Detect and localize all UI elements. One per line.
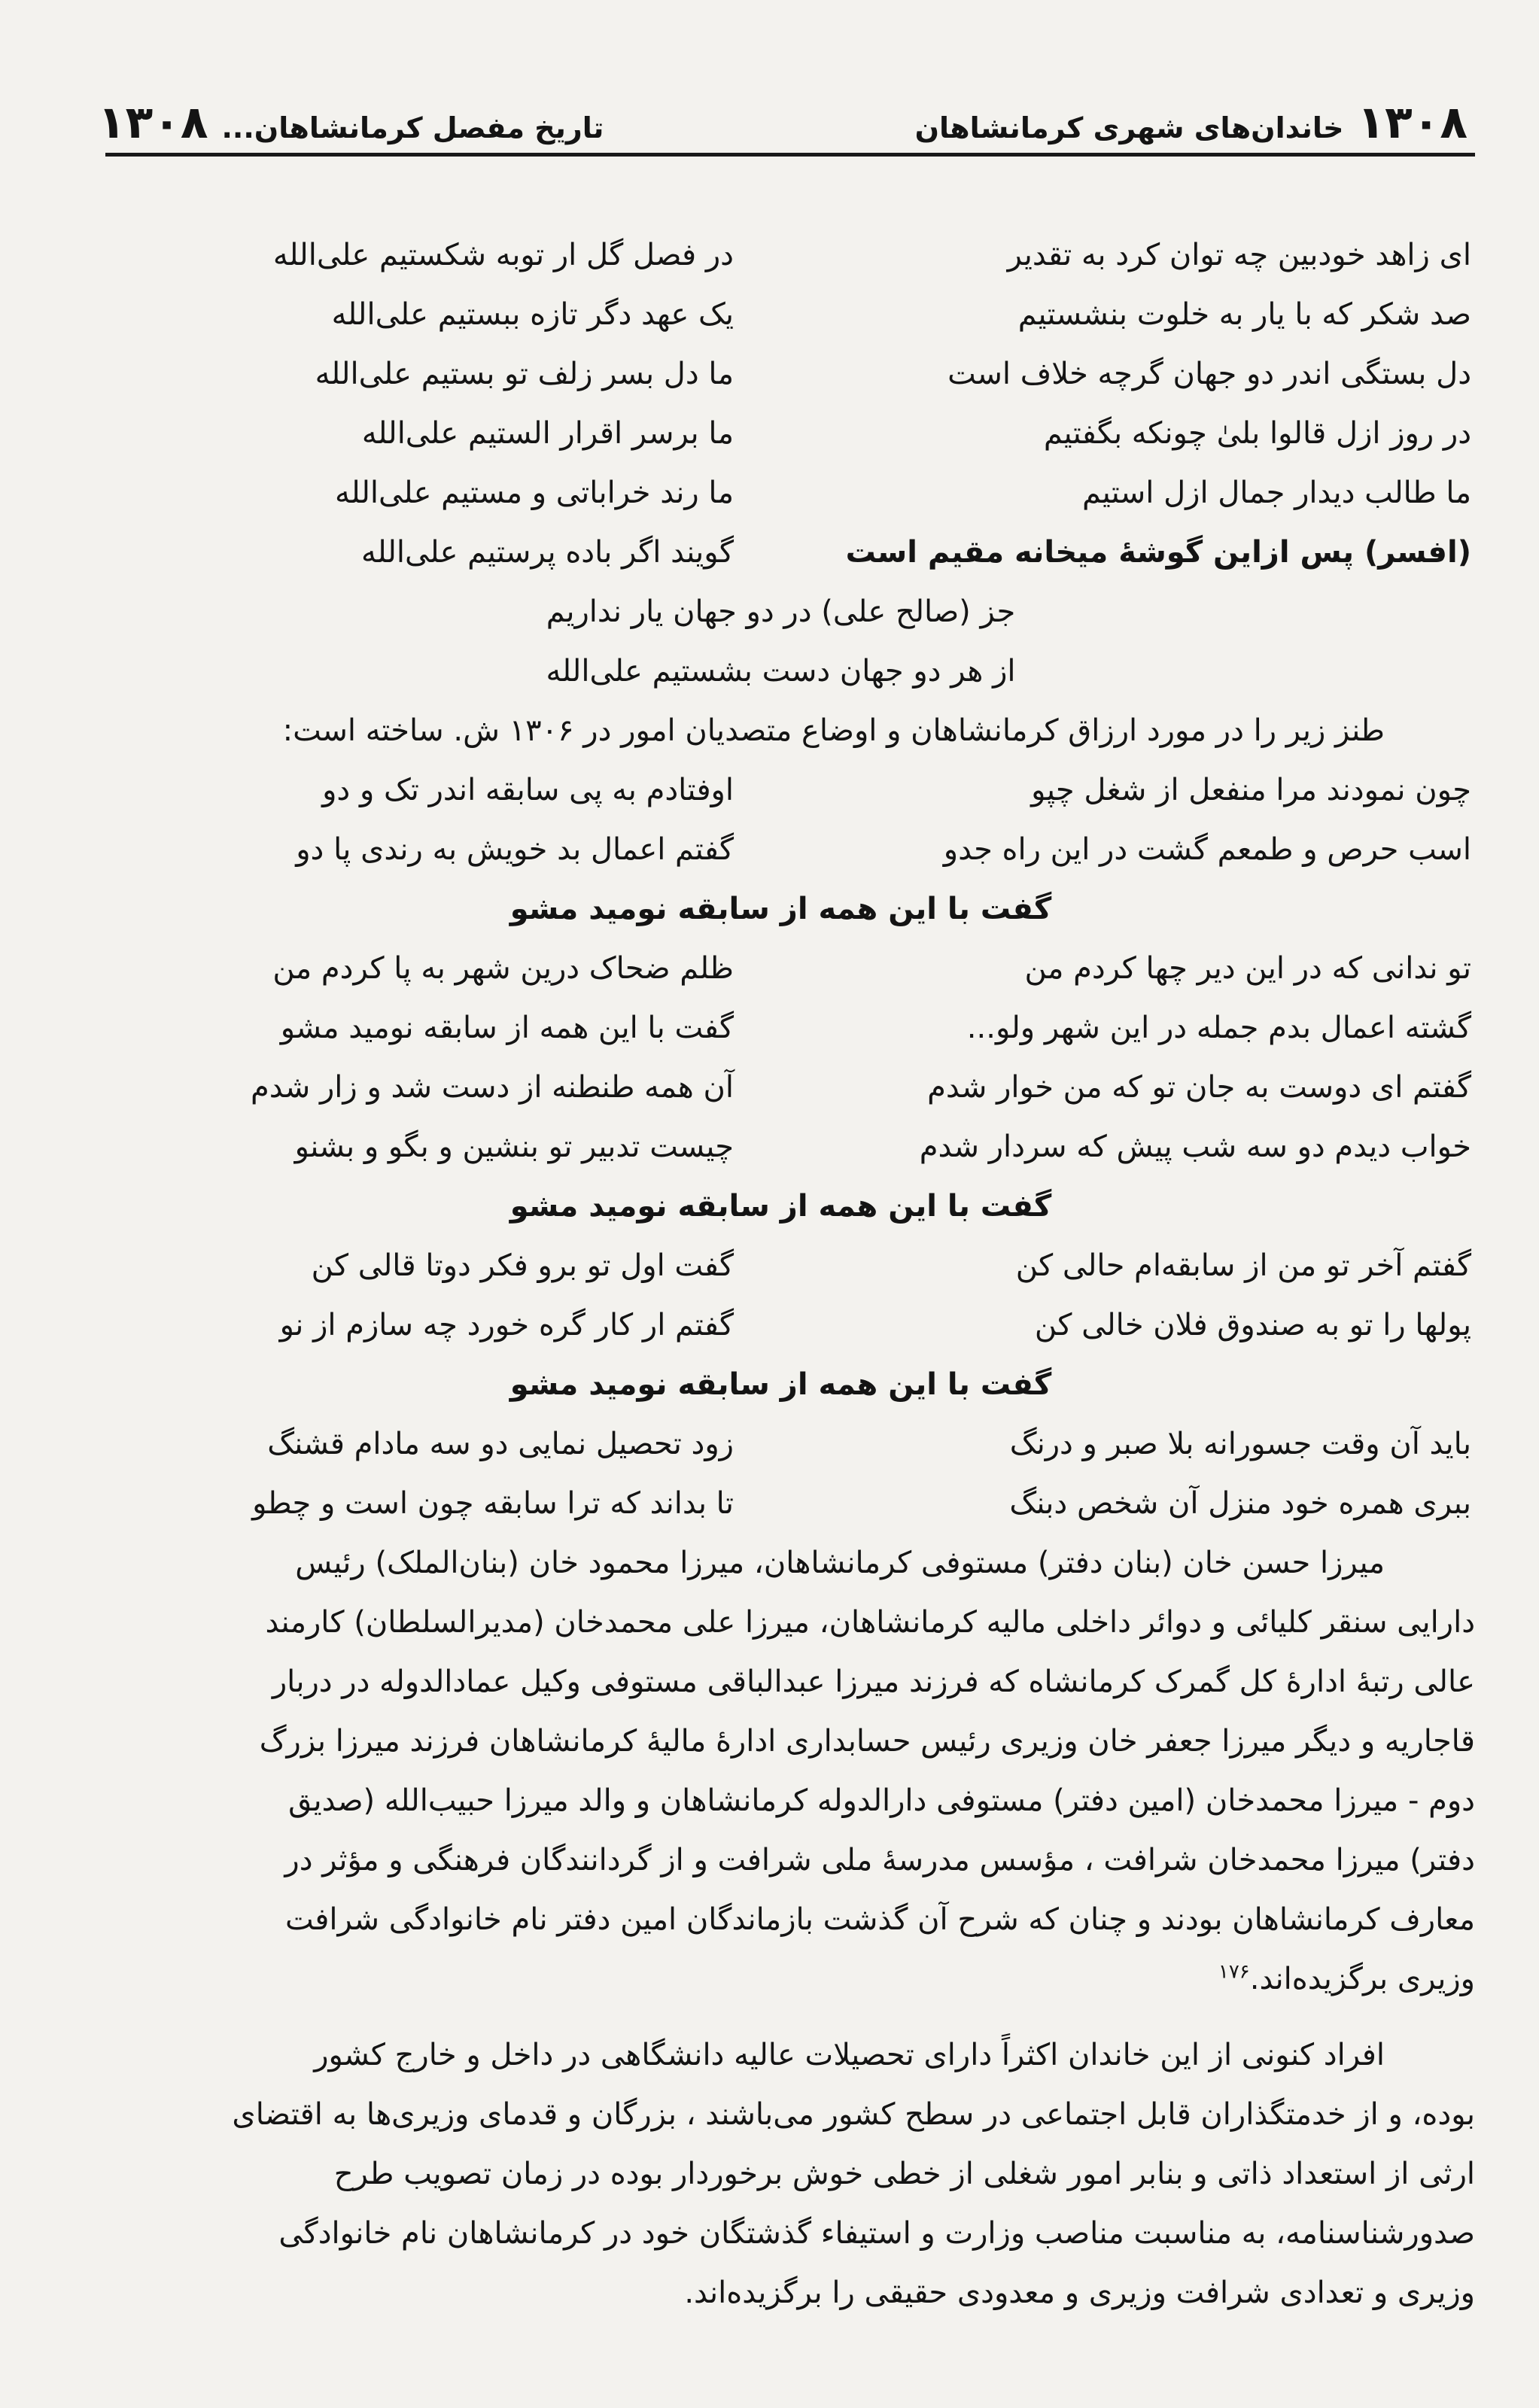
hemistich-second: تا بداند که ترا سابقه چون است و چطو <box>252 1486 734 1521</box>
hemistich-second: ظلم ضحاک درین شهر به پا کردم من <box>272 951 734 986</box>
hemistich-second: زود تحصیل نمایی دو سه مادام قشنگ <box>267 1427 734 1461</box>
couplet <box>87 761 1475 820</box>
refrain-line: گفت با این همه از سابقه نومید مشو <box>509 1367 1052 1402</box>
header-rule <box>105 153 1475 157</box>
couplet <box>87 1296 1475 1355</box>
couplet <box>87 939 1475 999</box>
hemistich-first: باید آن وقت جسورانه بلا صبر و درنگ <box>1009 1427 1471 1461</box>
couplet <box>87 1474 1475 1534</box>
prose-line: افراد کنونی از این خاندان اکثراً دارای تحصیلات عالیه دانشگاهی در داخل و خارج کشور <box>314 2038 1385 2072</box>
hemistich-second: گفت با این همه از سابقه نومید مشو <box>280 1011 734 1045</box>
hemistich-second: ما دل بسر زلف تو بستیم علی‌الله <box>315 357 734 391</box>
hemistich-first: خواب دیدم دو سه شب پیش که سردار شدم <box>919 1130 1471 1164</box>
hemistich-second: گفتم ار کار گره خورد چه سازم از نو <box>279 1308 734 1342</box>
hemistich-second: گفت اول تو برو فکر دوتا قالی کن <box>311 1248 734 1283</box>
closing-line: از هر دو جهان دست بشستیم علی‌الله <box>546 654 1016 689</box>
header-left <box>98 96 604 149</box>
couplet <box>87 285 1475 345</box>
poem-satire <box>87 761 1475 1534</box>
prose-line: قاجاریه و دیگر میرزا جعفر خان وزیری رئیس حسابداری ادارهٔ مالیهٔ کرمانشاهان فرزند میرزا بزرگ <box>259 1724 1475 1759</box>
hemistich-first: در روز ازل قالوا بلیٰ چونکه بگفتیم <box>1043 416 1471 451</box>
couplet <box>87 523 1475 582</box>
hemistich-first: ببری همره خود منزل آن شخص دبنگ <box>1009 1486 1471 1521</box>
couplet <box>87 464 1475 523</box>
prose-line: عالی رتبهٔ ادارهٔ کل گمرک کرمانشاه که فرزند میرزا عبدالباقی مستوفی وکیل عمادالدوله در دربار <box>272 1665 1475 1699</box>
couplet <box>87 1117 1475 1177</box>
poem-ghazal <box>87 226 1475 701</box>
prose-line: دفتر) میرزا محمدخان شرافت ، مؤسس مدرسهٔ ملی شرافت و از گردانندگان فرهنگی و مؤثر در <box>284 1843 1475 1877</box>
hemistich-first: اسب حرص و طمعم گشت در این راه جدو <box>943 832 1471 867</box>
header-right <box>915 96 1468 149</box>
prose-line: دوم - میرزا محمدخان (امین دفتر) مستوفی دارالدوله کرمانشاهان و والد میرزا حبیب‌الله (صدیق <box>288 1783 1475 1818</box>
satire-intro: طنز زیر را در مورد ارزاق کرمانشاهان و اوضاع متصدیان امور در ۱۳۰۶ ش. ساخته است: <box>282 713 1385 748</box>
hemistich-first: صد شکر که با یار به خلوت بنشستیم <box>1017 297 1471 332</box>
page-number: ۱۳۰۸ <box>1357 96 1468 149</box>
prose-paragraph-family <box>87 1534 1475 2009</box>
hemistich-first: چون نمودند مرا منفعل از شغل چپو <box>1031 773 1471 807</box>
couplet <box>87 404 1475 464</box>
footnote-marker: ۱۷۶ <box>1218 1960 1250 1984</box>
couplet <box>87 1058 1475 1117</box>
prose-line: صدورشناسنامه، به مناسبت مناصب وزارت و استیفاء گذشتگان خود در کرمانشاهان نام خانوادگی <box>278 2216 1475 2251</box>
refrain-line: گفت با این همه از سابقه نومید مشو <box>509 1189 1052 1224</box>
prose-line: وزیری و تعدادی شرافت وزیری و معدودی حقیقی را برگزیده‌اند. <box>684 2276 1475 2310</box>
paragraph-gap <box>87 2009 1475 2026</box>
prose-line: میرزا حسن خان (بنان دفتر) مستوفی کرمانشاهان، میرزا محمود خان (بنان‌الملک) رئیس <box>295 1546 1385 1580</box>
couplet <box>87 820 1475 880</box>
book-title: تاریخ مفصل کرمانشاهان... <box>221 111 604 144</box>
refrain-line: گفت با این همه از سابقه نومید مشو <box>509 892 1052 926</box>
hemistich-first: گفتم ای دوست به جان تو که من خوار شدم <box>927 1070 1471 1105</box>
hemistich-second: گویند اگر باده پرستیم علی‌الله <box>361 535 734 570</box>
hemistich-second: اوفتادم به پی سابقه اندر تک و دو <box>322 773 734 807</box>
hemistich-second: گفتم اعمال بد خویش به رندی پا دو <box>296 832 734 867</box>
prose-paragraph-current <box>87 2026 1475 2323</box>
prose-line-text: وزیری برگزیده‌اند. <box>1249 1962 1475 1996</box>
hemistich-second: آن همه طنطنه از دست شد و زار شدم <box>251 1070 734 1105</box>
hemistich-first: گشته اعمال بدم جمله در این شهر ولو... <box>966 1011 1471 1045</box>
hemistich-second: یک عهد دگر تازه ببستیم علی‌الله <box>331 297 734 332</box>
hemistich-first: (افسر) پس ازاین گوشهٔ میخانه مقیم است <box>845 535 1471 570</box>
couplet <box>87 1415 1475 1474</box>
prose-line: معارف کرمانشاهان بودند و چنان که شرح آن گذشت بازماندگان امین دفتر نام خانوادگی شرافت <box>284 1902 1475 1937</box>
hemistich-second: ما رند خراباتی و مستیم علی‌الله <box>335 476 734 510</box>
closing-line: جز (صالح علی) در دو جهان یار نداریم <box>546 594 1016 629</box>
page-number-left: ۱۳۰۸ <box>98 96 208 149</box>
prose-line-last <box>87 1950 1475 2009</box>
hemistich-second: در فصل گل ار توبه شکستیم علی‌الله <box>272 238 734 272</box>
hemistich-first: ای زاهد خودبین چه توان کرد به تقدیر <box>1007 238 1471 272</box>
couplet <box>87 999 1475 1058</box>
couplet <box>87 345 1475 404</box>
prose-line: ارثی از استعداد ذاتی و بنابر امور شغلی از خطی خوش برخوردار بوده در زمان تصویب طرح <box>333 2157 1475 2191</box>
hemistich-first: تو ندانی که در این دیر چها کردم من <box>1024 951 1471 986</box>
hemistich-first: ما طالب دیدار جمال ازل استیم <box>1081 476 1471 510</box>
hemistich-first: پولها را تو به صندوق فلان خالی کن <box>1034 1308 1471 1342</box>
page-content <box>87 226 1475 2323</box>
hemistich-second: ما برسر اقرار الستیم علی‌الله <box>361 416 734 451</box>
hemistich-second: چیست تدبیر تو بنشین و بگو و بشنو <box>294 1130 734 1164</box>
couplet <box>87 1236 1475 1296</box>
prose-line: دارایی سنقر کلیائی و دوائر داخلی مالیه کرمانشاهان، میرزا علی محمدخان (مدیرالسلطان) کارمند <box>265 1605 1475 1640</box>
hemistich-first: گفتم آخر تو من از سابقه‌ام حالی کن <box>1015 1248 1471 1283</box>
hemistich-first: دل بستگی اندر دو جهان گرچه خلاف است <box>947 357 1471 391</box>
running-header <box>98 89 1468 149</box>
chapter-title: خاندان‌های شهری کرمانشاهان <box>914 111 1344 144</box>
couplet <box>87 226 1475 285</box>
prose-line: بوده، و از خدمتگذاران قابل اجتماعی در سطح کشور می‌باشند ، بزرگان و قدمای وزیری‌ها به اقتضای <box>232 2097 1475 2132</box>
